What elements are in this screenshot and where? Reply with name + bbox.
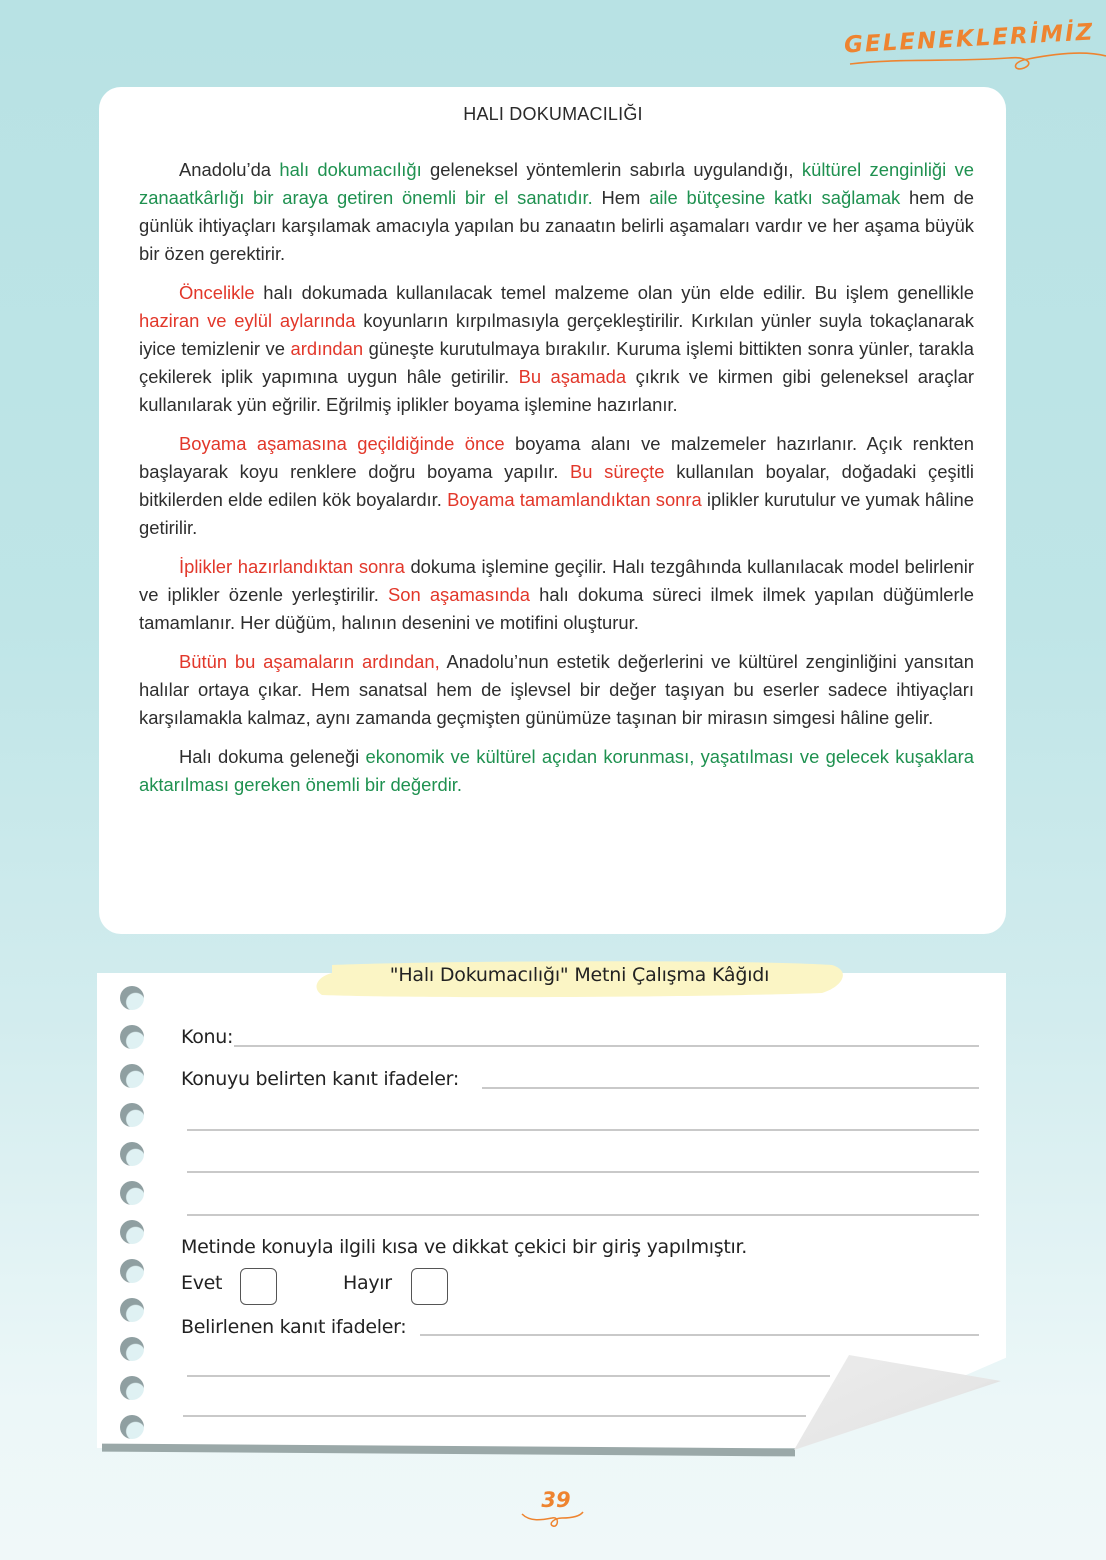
identified-evidence-label: Belirlenen kanıt ifadeler: xyxy=(181,1316,407,1338)
highlight-green-text: aile bütçesine katkı sağlamak xyxy=(649,187,901,208)
evidence-label: Konuyu belirten kanıt ifadeler: xyxy=(181,1068,459,1090)
worksheet-title: "Halı Dokumacılığı" Metni Çalışma Kâğıdı xyxy=(389,964,770,986)
paragraph-text: kullanılan boyalar, doğadaki çeşitli bitkilerden elde edilen kök boyalardır. xyxy=(139,461,974,510)
highlight-red-text: haziran ve eylül aylarında xyxy=(139,310,356,331)
binder-hole-icon xyxy=(120,1376,144,1400)
binder-hole-icon xyxy=(120,1025,144,1049)
article-paragraph xyxy=(139,430,974,542)
topic-label: Konu: xyxy=(181,1026,234,1048)
article-title: HALI DOKUMACILIĞI xyxy=(463,104,643,124)
paragraph-text: Hem xyxy=(592,187,650,208)
binder-hole-icon xyxy=(120,1337,144,1361)
highlight-red-text: Boyama aşamasına geçildiğinde önce xyxy=(179,433,505,454)
article-paragraph xyxy=(139,156,974,268)
article-paragraph xyxy=(139,743,974,799)
page-number: 39 xyxy=(541,1488,571,1512)
article-paragraph xyxy=(139,553,974,637)
binder-hole-icon xyxy=(120,1181,144,1205)
paragraph-text: koyunların kırpılmasıyla gerçekleştirilir. Kırkılan yünler suyla tokaçlanarak iyice temizlenir ve xyxy=(139,310,974,359)
yes-label: Evet xyxy=(181,1272,223,1294)
paragraph-text: halı dokumada kullanılacak temel malzeme olan yün elde edilir. Bu işlem genellikle xyxy=(254,282,974,303)
no-label: Hayır xyxy=(343,1272,392,1294)
highlight-red-text: Bu aşamada xyxy=(518,366,627,387)
binder-hole-icon xyxy=(120,1142,144,1166)
paragraph-text: geleneksel yöntemlerin sabırla uygulandığı, xyxy=(421,159,802,180)
highlight-green-text: halı dokumacılığı xyxy=(279,159,422,180)
swirl-underline-icon xyxy=(838,50,1106,76)
paragraph-text: Halı dokuma geleneği xyxy=(179,746,366,767)
article-body xyxy=(139,156,974,810)
binder-hole-icon xyxy=(120,1103,144,1127)
no-checkbox[interactable] xyxy=(411,1268,448,1305)
paragraph-text: hem de günlük ihtiyaçları karşılamak amacıyla yapılan bu zanaatın belirli aşamaları vardır ve her aşama büyük bir özen gerektirir. xyxy=(139,187,974,264)
article-paragraph xyxy=(139,279,974,419)
evidence-input-line-4[interactable] xyxy=(187,1214,979,1216)
paragraph-text: Anadolu’nun estetik değerlerini ve kültürel zenginliğini yansıtan halılar ortaya çıkar. Hem sanatsal hem de işlevsel bir değer taşıyan bu eserler sadece ihtiyaçları karşılamakla kalmaz, aynı zamanda geçmişten günümüze taşınan bir mirasın simgesi hâline gelir. xyxy=(139,651,975,728)
paragraph-text: dokuma işlemine geçilir. Halı tezgâhında kullanılacak model belirlenir ve iplikler özenle yerleştirilir. xyxy=(139,556,974,605)
highlight-red-text: Öncelikle xyxy=(179,282,255,303)
paragraph-text: Anadolu’da xyxy=(179,159,280,180)
highlight-green-text: kültürel zenginliği ve zanaatkârlığı bir araya getiren önemli bir el sanatıdır. xyxy=(139,159,974,208)
page-number-swirl-icon xyxy=(520,1510,586,1530)
yes-checkbox[interactable] xyxy=(240,1268,277,1305)
paragraph-text: güneşte kurutulmaya bırakılır. Kuruma işlemi bittikten sonra yünler, tarakla çekilerek iplik yapımına uygun hâle getirilir. xyxy=(139,338,975,387)
topic-input-line[interactable] xyxy=(234,1045,979,1047)
binder-hole-icon xyxy=(120,1220,144,1244)
binder-hole-icon xyxy=(120,1415,144,1439)
page-curl-icon xyxy=(794,1355,1004,1455)
brand-title: GELENEKLERİMİZ xyxy=(843,19,1096,59)
highlight-red-text: Bu süreçte xyxy=(570,461,665,482)
article-paragraph xyxy=(139,648,974,732)
identified-evidence-input-line-2[interactable] xyxy=(187,1375,830,1377)
binder-hole-icon xyxy=(120,1064,144,1088)
highlight-green-text: ekonomik ve kültürel açıdan korunması, yaşatılması ve gelecek kuşaklara aktarılması gereken önemli bir değerdir. xyxy=(139,746,974,795)
paragraph-text: boyama alanı ve malzemeler hazırlanır. Açık renkten başlayarak koyu renklere doğru boyama yapılır. xyxy=(139,433,974,482)
evidence-input-line-2[interactable] xyxy=(187,1129,979,1131)
paragraph-text: iplikler kurutulur ve yumak hâline getirilir. xyxy=(139,489,974,538)
identified-evidence-input-line[interactable] xyxy=(420,1334,979,1336)
highlight-red-text: Son aşamasında xyxy=(388,584,531,605)
binder-hole-icon xyxy=(120,986,144,1010)
paragraph-text: çıkrık ve kirmen gibi geleneksel araçlar kullanılarak yün eğrilir. Eğrilmiş iplikler boyama işlemine hazırlanır. xyxy=(139,366,974,415)
section-brand-header xyxy=(838,19,1106,78)
highlight-red-text: Boyama tamamlandıktan sonra xyxy=(447,489,702,510)
evidence-input-line[interactable] xyxy=(482,1087,979,1089)
highlight-red-text: ardından xyxy=(290,338,364,359)
highlight-red-text: İplikler hazırlandıktan sonra xyxy=(179,556,405,577)
binder-hole-icon xyxy=(120,1259,144,1283)
intro-question: Metinde konuyla ilgili kısa ve dikkat çekici bir giriş yapılmıştır. xyxy=(181,1236,748,1258)
binder-hole-icon xyxy=(120,1298,144,1322)
highlight-red-text: Bütün bu aşamaların ardından, xyxy=(179,651,440,672)
paragraph-text: halı dokuma süreci ilmek ilmek yapılan düğümlerle tamamlanır. Her düğüm, halının desenini ve motifini oluşturur. xyxy=(139,584,974,633)
identified-evidence-input-line-3[interactable] xyxy=(183,1415,806,1417)
evidence-input-line-3[interactable] xyxy=(187,1171,979,1173)
